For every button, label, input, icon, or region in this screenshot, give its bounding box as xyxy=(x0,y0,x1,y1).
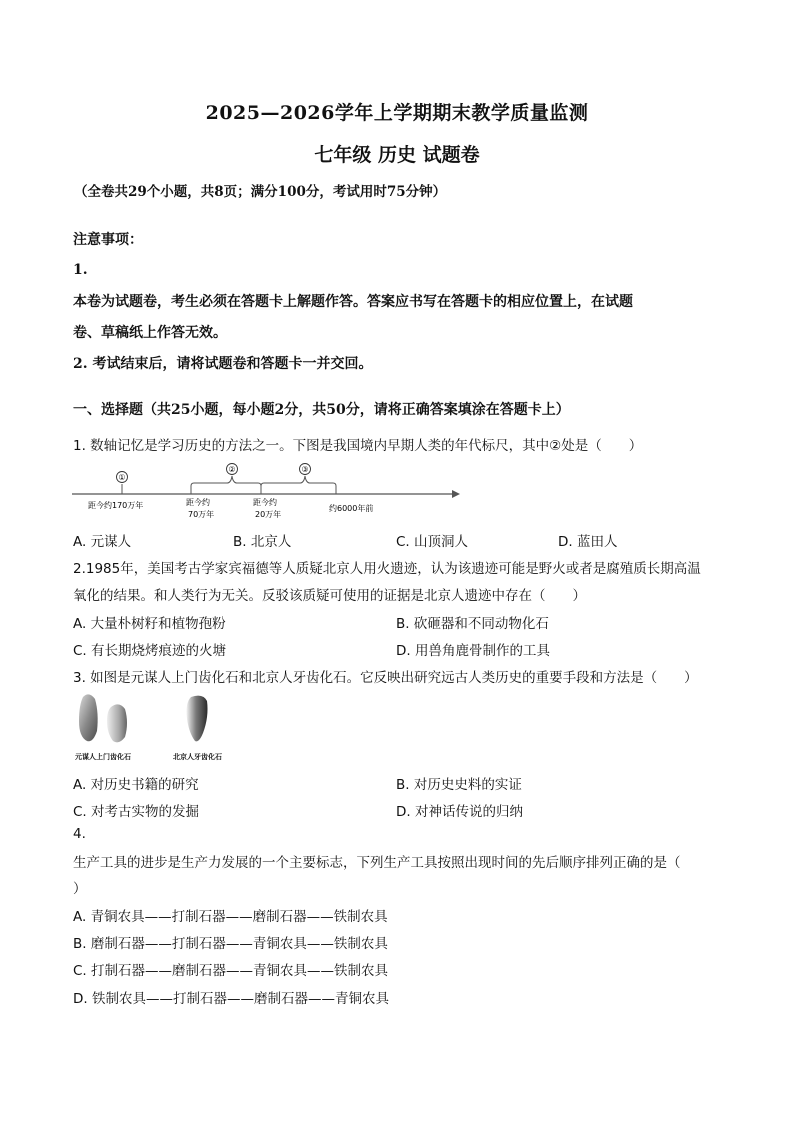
q2-line2: 氧化的结果。和人类行为无关。反驳该质疑可使用的证据是北京人遗迹中存在（ ） xyxy=(73,588,586,604)
section1-heading: 一、选择题（共25小题，每小题2分，共50分，请将正确答案填涂在答题卡上） xyxy=(73,402,570,418)
q1-stem: 1. 数轴记忆是学习历史的方法之一。下图是我国境内早期人类的年代标尺，其中②处是（ ） xyxy=(73,438,643,454)
label-20-b: 20万年 xyxy=(255,510,282,519)
q1-option-b: B. 北京人 xyxy=(233,534,292,550)
q2-option-a: A. 大量朴树籽和植物孢粉 xyxy=(73,616,226,632)
notice-item2: 2. 考试结束后，请将试题卷和答题卡一并交回。 xyxy=(73,356,373,372)
brace-2 xyxy=(191,476,261,494)
marker-3: ③ xyxy=(301,465,309,474)
q3-option-d: D. 对神话传说的归纳 xyxy=(396,804,523,820)
q4-option-b: B. 磨制石器——打制石器——青铜农具——铁制农具 xyxy=(73,936,388,952)
exam-info: （全卷共29个小题，共8页；满分100分，考试用时75分钟） xyxy=(74,184,447,200)
q4-option-c: C. 打制石器——磨制石器——青铜农具——铁制农具 xyxy=(73,963,389,979)
q1-timeline-figure xyxy=(70,458,462,524)
label-70-b: 70万年 xyxy=(188,510,215,519)
yuanmou-tooth-1-icon xyxy=(79,694,98,741)
q1-option-a: A. 元谋人 xyxy=(73,534,132,550)
q4-number: 4. xyxy=(73,826,86,842)
brace-3 xyxy=(261,476,336,494)
q1-option-c: C. 山顶洞人 xyxy=(396,534,469,550)
caption-peking: 北京人牙齿化石 xyxy=(173,753,222,761)
notice-item1-line1: 本卷为试题卷，考生必须在答题卡上解题作答。答案应书写在答题卡的相应位置上，在试题 xyxy=(73,294,633,310)
q3-option-a: A. 对历史书籍的研究 xyxy=(73,777,199,793)
q4-line2: ） xyxy=(73,881,87,897)
notice-item1-line2: 卷、草稿纸上作答无效。 xyxy=(73,325,227,341)
exam-title: 2025—2026学年上学期期末教学质量监测 xyxy=(205,102,589,124)
q4-option-d: D. 铁制农具——打制石器——磨制石器——青铜农具 xyxy=(73,991,389,1007)
notice-item1-number: 1. xyxy=(73,262,88,278)
q3-fossil-photo xyxy=(73,689,233,765)
marker-2: ② xyxy=(228,465,236,474)
exam-subtitle: 七年级 历史 试题卷 xyxy=(314,144,480,166)
label-170: 距今约170万年 xyxy=(88,501,144,510)
label-6000: 约6000年前 xyxy=(329,504,374,513)
q4-line1: 生产工具的进步是生产力发展的一个主要标志，下列生产工具按照出现时间的先后顺序排列正确的是（ xyxy=(73,855,681,871)
q3-option-b: B. 对历史史料的实证 xyxy=(396,777,522,793)
timeline-arrow xyxy=(452,490,460,498)
label-20-a: 距今约 xyxy=(253,498,277,507)
notice-heading: 注意事项： xyxy=(73,232,143,248)
label-70-a: 距今约 xyxy=(186,498,210,507)
q4-option-a: A. 青铜农具——打制石器——磨制石器——铁制农具 xyxy=(73,909,388,925)
q2-option-d: D. 用兽角鹿骨制作的工具 xyxy=(396,643,550,659)
q2-line1: 2.1985年，美国考古学家宾福德等人质疑北京人用火遗迹，认为该遗迹可能是野火或者是腐殖质长期高温 xyxy=(73,561,701,577)
q3-option-c: C. 对考古实物的发掘 xyxy=(73,804,200,820)
q1-option-d: D. 蓝田人 xyxy=(558,534,618,550)
q2-option-b: B. 砍砸器和不同动物化石 xyxy=(396,616,549,632)
q3-stem: 3. 如图是元谋人上门齿化石和北京人牙齿化石。它反映出研究远古人类历史的重要手段和方法是（ ） xyxy=(73,670,698,686)
caption-yuanmou: 元谋人上门齿化石 xyxy=(75,753,131,761)
q2-option-c: C. 有长期烧烤痕迹的火塘 xyxy=(73,643,227,659)
marker-1: ① xyxy=(118,473,126,482)
